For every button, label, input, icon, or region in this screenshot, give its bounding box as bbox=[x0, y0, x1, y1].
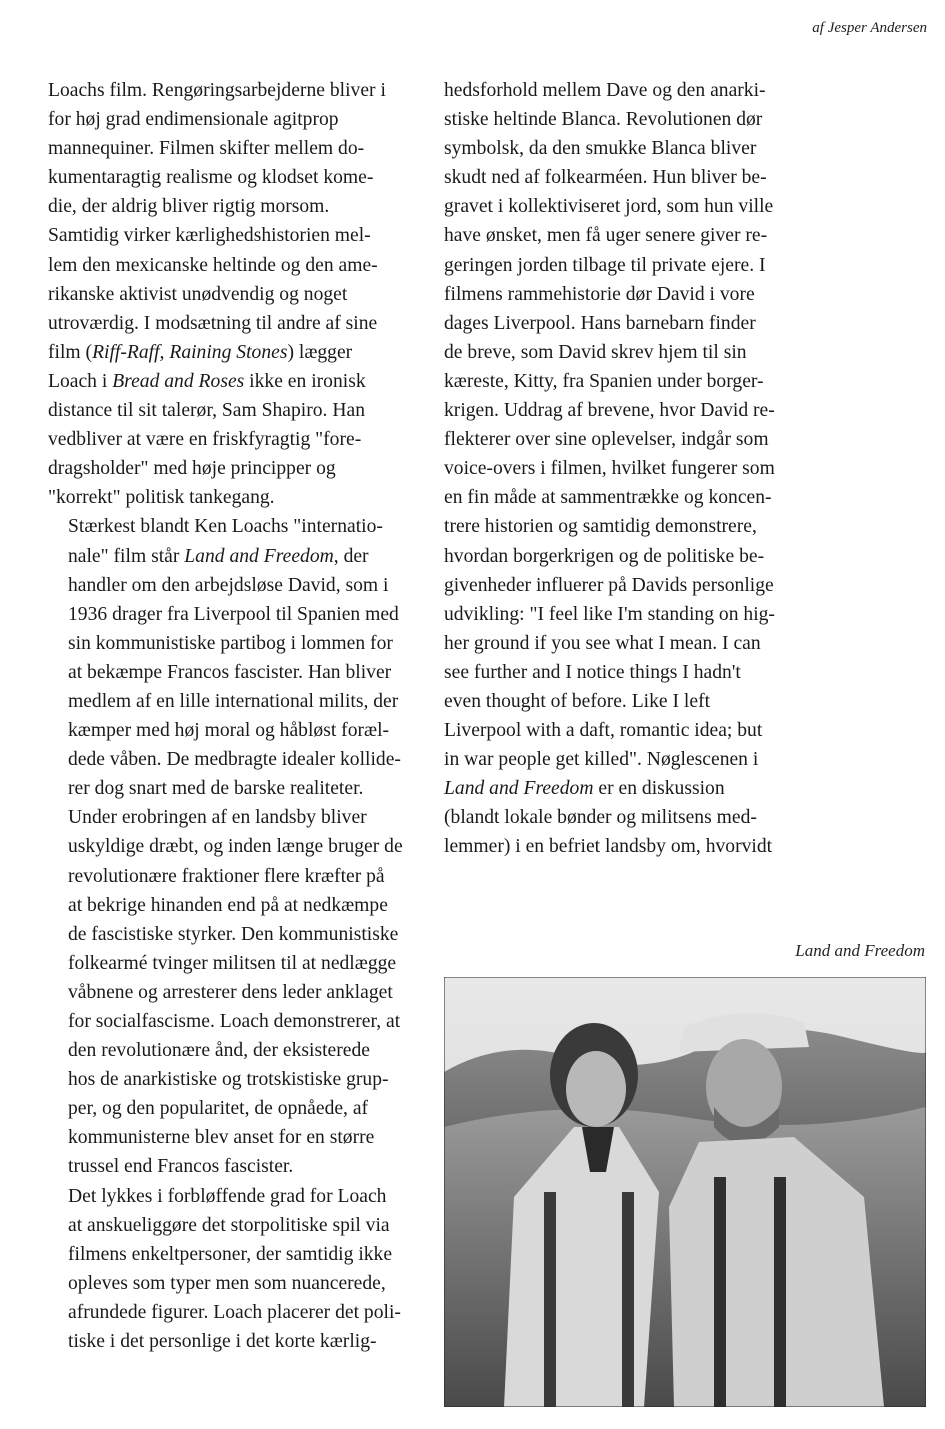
text-line: lem den mexicanske heltinde og den ame- bbox=[48, 254, 378, 276]
text-line: uskyldige dræbt, og inden længe bruger de bbox=[68, 836, 403, 858]
text-line: Loachs film. Rengøringsarbejderne bliver i bbox=[48, 80, 386, 101]
text-line: rer dog snart med de barske realiteter. bbox=[68, 778, 364, 800]
text-line: opleves som typer men som nuancerede, bbox=[68, 1272, 386, 1294]
text-line: hvordan borgerkrigen og de politiske be- bbox=[444, 545, 765, 567]
text-line: lemmer) i en befriet landsby om, hvorvidt bbox=[444, 836, 773, 858]
text-line: Loach i Bread and Roses ikke en ironisk bbox=[48, 370, 366, 392]
left-text-column bbox=[48, 76, 420, 1356]
text-line: Stærkest blandt Ken Loachs "internatio- bbox=[68, 516, 383, 538]
film-still-photo bbox=[444, 977, 926, 1407]
text-line: stiske heltinde Blanca. Revolutionen dør bbox=[444, 109, 763, 131]
text-line: geringen jorden tilbage til private ejere. I bbox=[444, 254, 766, 276]
text-line: even thought of before. Like I left bbox=[444, 690, 711, 712]
text-line: symbolsk, da den smukke Blanca bliver bbox=[444, 138, 757, 160]
text-line: her ground if you see what I mean. I can bbox=[444, 632, 761, 654]
text-line: per, og den popularitet, de opnåede, af bbox=[68, 1098, 369, 1120]
text-line: krigen. Uddrag af brevene, hvor David re- bbox=[444, 400, 775, 422]
text-line: rikanske aktivist unødvendig og noget bbox=[48, 283, 348, 305]
text-line: gravet i kollektiviseret jord, som hun ville bbox=[444, 196, 774, 218]
text-line: Land and Freedom er en diskussion bbox=[444, 778, 725, 800]
text-line: en fin måde at sammentrække og koncen- bbox=[444, 487, 772, 509]
text-line: de breve, som David skrev hjem til sin bbox=[444, 341, 747, 363]
text-line: udvikling: "I feel like I'm standing on hig- bbox=[444, 603, 775, 625]
text-line: dragsholder" med høje principper og bbox=[48, 458, 336, 480]
text-line: mannequiner. Filmen skifter mellem do- bbox=[48, 138, 365, 160]
text-line: kumentaragtig realisme og klodset kome- bbox=[48, 167, 374, 189]
body-paragraph bbox=[48, 512, 420, 1181]
text-line: kommunisterne blev anset for en større bbox=[68, 1127, 375, 1149]
body-paragraph bbox=[48, 1182, 420, 1357]
text-line: handler om den arbejdsløse David, som i bbox=[68, 574, 389, 596]
text-line: for høj grad endimensionale agitprop bbox=[48, 109, 339, 131]
text-line: givenheder influerer på Davids personlige bbox=[444, 574, 774, 596]
text-line: filmens rammehistorie dør David i vore bbox=[444, 283, 755, 305]
text-line: vedbliver at være en friskfyragtig "fore- bbox=[48, 429, 362, 451]
text-line: kæmper med høj moral og håbløst foræl- bbox=[68, 720, 390, 742]
text-line: Liverpool with a daft, romantic idea; but bbox=[444, 720, 763, 742]
text-line: Det lykkes i forbløffende grad for Loach bbox=[68, 1185, 387, 1207]
text-line: (blandt lokale bønder og militsens med- bbox=[444, 807, 757, 829]
text-line: våbnene og arresterer dens leder anklaget bbox=[68, 981, 393, 1003]
text-line: flekterer over sine oplevelser, indgår som bbox=[444, 429, 769, 451]
body-paragraph bbox=[48, 76, 420, 512]
text-line: trussel end Francos fascister. bbox=[68, 1156, 294, 1178]
text-line: "korrekt" politisk tankegang. bbox=[48, 487, 275, 509]
text-line: tiske i det personlige i det korte kærlig- bbox=[68, 1331, 377, 1353]
text-line: voice-overs i filmen, hvilket fungerer som bbox=[444, 458, 775, 480]
text-line: die, der aldrig bliver rigtig morsom. bbox=[48, 196, 330, 218]
text-line: at bekrige hinanden end på at nedkæmpe bbox=[68, 894, 388, 916]
running-head-byline: af Jesper Andersen bbox=[812, 20, 927, 36]
text-line: 1936 drager fra Liverpool til Spanien med bbox=[68, 603, 399, 625]
text-line: dages Liverpool. Hans barnebarn finder bbox=[444, 312, 756, 334]
text-line: hos de anarkistiske og trotskistiske grup- bbox=[68, 1069, 389, 1091]
text-line: folkearmé tvinger militsen til at nedlægge bbox=[68, 952, 397, 974]
text-line: den revolutionære ånd, der eksisterede bbox=[68, 1040, 370, 1062]
text-line: sin kommunistiske partibog i lommen for bbox=[68, 632, 393, 654]
text-line: at anskueliggøre det storpolitiske spil via bbox=[68, 1214, 390, 1236]
text-line: filmens enkeltpersoner, der samtidig ikke bbox=[68, 1243, 393, 1265]
text-line: revolutionære fraktioner flere kræfter på bbox=[68, 865, 385, 887]
text-line: distance til sit talerør, Sam Shapiro. Han bbox=[48, 400, 366, 422]
text-line: in war people get killed". Nøglescenen i bbox=[444, 749, 759, 771]
text-line: for socialfascisme. Loach demonstrerer, at bbox=[68, 1011, 401, 1032]
text-line: have ønsket, men få uger senere giver re- bbox=[444, 225, 768, 247]
text-line: at bekæmpe Francos fascister. Han bliver bbox=[68, 661, 392, 683]
text-line: film (Riff-Raff, Raining Stones) lægger bbox=[48, 341, 353, 363]
photo-caption: Land and Freedom bbox=[795, 941, 925, 960]
text-line: nale" film står Land and Freedom, der bbox=[68, 545, 369, 567]
right-text-column bbox=[444, 76, 814, 862]
text-line: dede våben. De medbragte idealer kollide- bbox=[68, 749, 401, 771]
text-line: kæreste, Kitty, fra Spanien under borger- bbox=[444, 370, 764, 392]
text-line: see further and I notice things I hadn't bbox=[444, 661, 741, 683]
text-line: medlem af en lille international milits, der bbox=[68, 690, 399, 712]
text-line: de fascistiske styrker. Den kommunistiske bbox=[68, 923, 399, 945]
text-line: skudt ned af folkearméen. Hun bliver be- bbox=[444, 167, 767, 189]
text-line: hedsforhold mellem Dave og den anarki- bbox=[444, 80, 766, 101]
text-line: trere historien og samtidig demonstrere, bbox=[444, 516, 757, 538]
text-line: Under erobringen af en landsby bliver bbox=[68, 807, 367, 829]
text-line: Samtidig virker kærlighedshistorien mel- bbox=[48, 225, 371, 247]
text-line: afrundede figurer. Loach placerer det poli- bbox=[68, 1301, 401, 1323]
text-line: utroværdig. I modsætning til andre af sine bbox=[48, 312, 378, 334]
body-paragraph bbox=[444, 76, 814, 862]
